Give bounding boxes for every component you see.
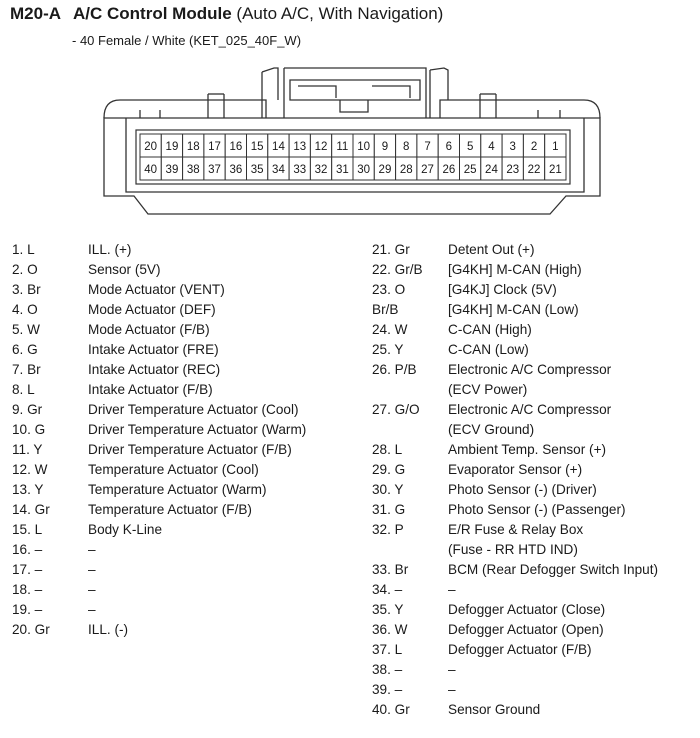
pin-description: Mode Actuator (DEF) [88,302,216,317]
pin-description: ILL. (+) [88,242,132,257]
pin-description: Electronic A/C Compressor [448,362,612,377]
pin-row [372,640,658,660]
pin-description: Ambient Temp. Sensor (+) [448,442,607,457]
pin-label: 20. Gr [12,622,50,637]
pin-label: 6. G [12,342,38,357]
pin-description: (ECV Power) [448,382,528,397]
pin-number: 30 [357,164,371,176]
pin-label: 4. O [12,302,38,317]
pin-description: Temperature Actuator (Cool) [88,462,259,477]
pin-number: 23 [506,164,520,176]
pin-label: 35. Y [372,602,404,617]
pin-description: – [448,582,456,597]
pin-number: 32 [314,164,328,176]
pin-number: 39 [165,164,179,176]
pin-label: 26. P/B [372,362,417,377]
pin-description: – [88,602,96,617]
pin-description: Photo Sensor (-) (Driver) [448,482,597,497]
pin-number: 33 [293,164,307,176]
pin-number: 24 [485,164,498,176]
pin-number: 4 [488,141,495,153]
pin-description: Body K-Line [88,522,163,537]
pin-row [372,620,658,640]
pin-row [12,420,306,440]
pin-number: 3 [509,141,516,153]
pin-number: 38 [186,164,200,176]
pin-row [372,300,658,320]
pin-number: 17 [208,141,221,153]
pin-row [12,340,306,360]
pin-description: Temperature Actuator (F/B) [88,502,252,517]
right-pin-list [372,240,658,720]
pin-description: Intake Actuator (F/B) [88,382,213,397]
pin-label: 21. Gr [372,242,410,257]
pin-number: 10 [357,141,371,153]
pin-row [12,460,306,480]
pin-label: 30. Y [372,482,404,497]
pin-description: C-CAN (High) [448,322,532,337]
pin-number: 26 [442,164,456,176]
pin-description: Defogger Actuator (Close) [448,602,606,617]
pin-row [12,320,306,340]
pin-label: 3. Br [12,282,41,297]
pin-label: 9. Gr [12,402,43,417]
pin-label: 24. W [372,322,408,337]
pin-number: 2 [530,141,538,153]
pin-number: 7 [424,141,431,153]
pin-label: 13. Y [12,482,44,497]
pin-row [372,400,658,420]
pin-row [372,580,658,600]
pin-row [372,320,658,340]
pin-label: 34. – [372,582,403,597]
pin-row [12,260,306,280]
pin-number: 22 [527,164,541,176]
pin-label: 19. – [12,602,43,617]
pin-number: 8 [403,141,410,153]
pin-description: – [88,562,96,577]
pin-description: – [88,582,96,597]
pin-row [372,520,658,540]
pin-number: 1 [552,141,559,153]
pin-description: E/R Fuse & Relay Box [448,522,584,537]
pin-label: 10. G [12,422,46,437]
pin-number: 16 [229,141,243,153]
pin-row [12,380,306,400]
pin-number: 14 [272,141,285,153]
pin-label: 8. L [12,382,35,397]
pin-number: 27 [421,164,434,176]
pin-number: 25 [463,164,477,176]
pin-row [372,380,658,400]
pin-label: 33. Br [372,562,409,577]
pin-label: 11. Y [12,442,43,457]
pin-number: 19 [165,141,179,153]
pin-description: BCM (Rear Defogger Switch Input) [448,562,659,577]
pin-number: 40 [144,164,158,176]
pin-label: 2. O [12,262,38,277]
pin-description: Mode Actuator (VENT) [88,282,225,297]
pin-label: 32. P [372,522,404,537]
pin-row [372,540,658,560]
pin-description: Mode Actuator (F/B) [88,322,210,337]
pin-number: 31 [335,164,349,176]
pin-number: 34 [272,164,285,176]
pin-description: Detent Out (+) [448,242,535,257]
pin-row [12,440,306,460]
pin-label: 31. G [372,502,406,517]
module-variant: (Auto A/C, With Navigation) [236,4,444,23]
pin-label: 14. Gr [12,502,50,517]
pin-label: 29. G [372,462,406,477]
pin-number: 35 [250,164,264,176]
pin-row [12,500,306,520]
pin-description: Sensor Ground [448,702,541,717]
pin-description: Intake Actuator (FRE) [88,342,219,357]
pin-row [12,620,306,640]
pin-row [372,360,658,380]
pin-row [372,660,658,680]
pin-description: – [448,682,456,697]
pin-number: 12 [314,141,328,153]
pin-label: 40. Gr [372,702,410,717]
pin-label: 25. Y [372,342,404,357]
pin-description: – [88,542,96,557]
module-name: A/C Control Module [73,4,232,23]
pin-row [12,560,306,580]
pin-row [372,240,658,260]
pin-row [372,420,658,440]
pin-row [372,340,658,360]
pin-number: 6 [445,141,453,153]
pin-row [372,260,658,280]
pin-label: 39. – [372,682,403,697]
pin-row [372,440,658,460]
pin-row [12,300,306,320]
pin-description: Sensor (5V) [88,262,161,277]
pin-description: ILL. (-) [88,622,129,637]
pin-description: Photo Sensor (-) (Passenger) [448,502,626,517]
pin-description: [G4KH] M-CAN (Low) [448,302,579,317]
pin-description: (Fuse - RR HTD IND) [448,542,578,557]
pin-row [372,460,658,480]
pin-number: 15 [250,141,264,153]
pin-number: 28 [399,164,413,176]
pin-description: Driver Temperature Actuator (Warm) [88,422,307,437]
pin-row [372,680,658,700]
pin-label: 38. – [372,662,403,677]
pin-description: Defogger Actuator (Open) [448,622,604,637]
pin-description: – [448,662,456,677]
pin-label: 5. W [12,322,40,337]
pin-number: 37 [208,164,221,176]
connector-diagram [0,0,700,240]
pin-description: Temperature Actuator (Warm) [88,482,267,497]
pin-description: (ECV Ground) [448,422,535,437]
pin-label: 15. L [12,522,43,537]
connector-spec: - 40 Female / White (KET_025_40F_W) [72,33,302,48]
pin-label [372,540,448,560]
pin-label [372,380,448,400]
pin-row [372,560,658,580]
pin-number: 13 [293,141,307,153]
pin-grid [136,130,570,184]
pin-description: C-CAN (Low) [448,342,529,357]
pin-description: [G4KH] M-CAN (High) [448,262,582,277]
connector-code: M20-A [10,4,62,23]
pin-label: 27. G/O [372,402,420,417]
pin-description: Driver Temperature Actuator (F/B) [88,442,292,457]
pin-number: 11 [336,141,349,153]
pin-label: 18. – [12,582,43,597]
pin-label: 7. Br [12,362,41,377]
pin-label: 36. W [372,622,408,637]
pin-number: 29 [378,164,392,176]
pin-number: 36 [229,164,243,176]
pin-description: Electronic A/C Compressor [448,402,612,417]
pin-label: 16. – [12,542,43,557]
pin-row [12,280,306,300]
pin-row [372,600,658,620]
pin-row [12,600,306,620]
pin-description: Defogger Actuator (F/B) [448,642,592,657]
pin-label: 28. L [372,442,403,457]
pin-label: 23. O [372,282,406,297]
pin-row [12,400,306,420]
pin-label: 1. L [12,242,35,257]
pin-number: 18 [186,141,200,153]
pin-number: 5 [466,141,474,153]
pin-row [12,520,306,540]
pin-label: 17. – [12,562,43,577]
pin-row [12,360,306,380]
pin-label: 22. Gr/B [372,262,423,277]
pin-description: Driver Temperature Actuator (Cool) [88,402,299,417]
pin-number: 20 [144,141,158,153]
pin-description: [G4KJ] Clock (5V) [448,282,557,297]
pin-row [372,700,658,720]
pin-label: Br/B [372,302,399,317]
pin-row [372,280,658,300]
left-pin-list [12,240,306,640]
pin-description: Intake Actuator (REC) [88,362,221,377]
pin-label [372,420,448,440]
pin-row [12,240,306,260]
pin-row [372,480,658,500]
pin-row [12,540,306,560]
pin-number: 9 [381,141,389,153]
pin-row [372,500,658,520]
pin-label: 12. W [12,462,48,477]
pin-description: Evaporator Sensor (+) [448,462,583,477]
pin-row [12,580,306,600]
pin-label: 37. L [372,642,403,657]
pin-row [12,480,306,500]
pin-number: 21 [548,164,562,176]
